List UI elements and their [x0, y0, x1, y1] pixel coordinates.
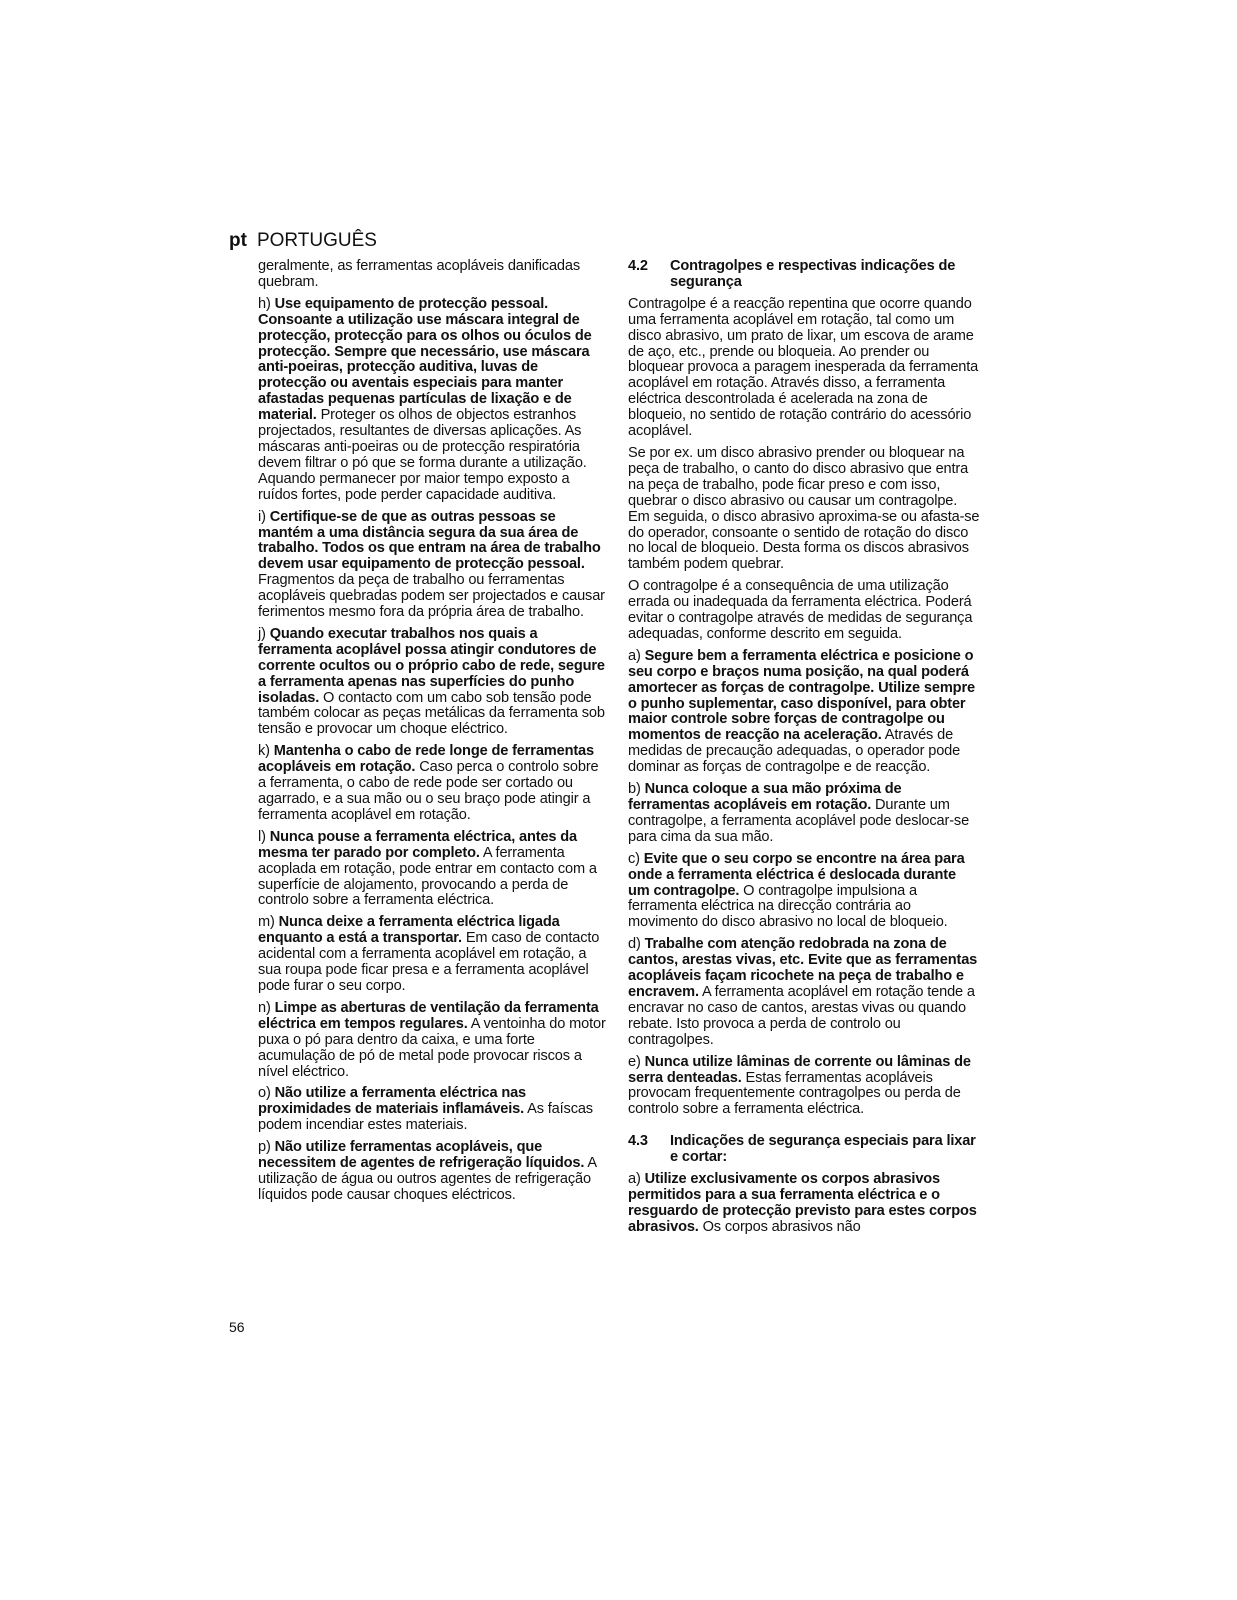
- item-d: d) Trabalhe com atenção redobrada na zona de cantos, arestas vivas, etc. Evite que as ferramentas acopláveis façam ricochete na peça de trabalho e encravem. A ferramenta acoplável em rotação tende a encravar no caso de cantos, arestas vivas ou quando rebate. Isto provoca a perda de controlo ou contragolpes.: [628, 936, 978, 1048]
- paragraph-kickback-definition: Contragolpe é a reacção repentina que ocorre quando uma ferramenta acoplável em rotação, tal como um disco abrasivo, um prato de lixar, um escova de arame de aço, etc., prende ou bloqueia. Ao prender ou bloquear provoca a paragem inesperada da ferramenta acoplável em rotação. Através disso, a ferramenta eléctrica descontrolada é acelerada na zona de bloqueio, no sentido de rotação contrário do acessório acoplável.: [628, 295, 979, 440]
- section-heading-4-3: 4.3 Indicações de segurança especiais para lixar e cortar:: [628, 1133, 976, 1166]
- item-m: m) Nunca deixe a ferramenta eléctrica ligada enquanto a está a transportar. Em caso de contacto acidental com a ferramenta acoplável em rotação, a sua roupa pode ficar presa e a ferramenta acoplável pode furar o seu corpo.: [258, 914, 600, 994]
- paragraph-kickback-example: Se por ex. um disco abrasivo prender ou bloquear na peça de trabalho, o canto do disco abrasivo que entra na peça de trabalho, pode ficar preso e com isso, quebrar o disco abrasivo ou causar um contragolpe. Em seguida, o disco abrasivo aproxima-se ou afasta-se do operador, consoante o sentido de rotação do disco no local de bloqueio. Desta forma os discos abrasivos também podem quebrar.: [628, 444, 980, 573]
- item-b: b) Nunca coloque a sua mão próxima de ferramentas acopláveis em rotação. Durante um contragolpe, a ferramenta acoplável pode deslocar-se para cima da sua mão.: [628, 781, 970, 845]
- left-column: [258, 259, 610, 1210]
- right-column: [628, 259, 980, 1242]
- item-k: k) Mantenha o cabo de rede longe de ferramentas acopláveis em rotação. Caso perca o controlo sobre a ferramenta, o cabo de rede pode ser cortado ou agarrado, e a sua mão ou o seu braço pode atingir a ferramenta acoplável em rotação.: [258, 743, 599, 823]
- page-number: 56: [229, 1319, 245, 1335]
- item-o: o) Não utilize a ferramenta eléctrica nas proximidades de materiais inflamáveis. As faíscas podem incendiar estes materiais.: [258, 1085, 593, 1134]
- paragraph-kickback-consequence: O contragolpe é a consequência de uma utilização errada ou inadequada da ferramenta eléctrica. Poderá evitar o contragolpe através de medidas de segurança adequadas, conforme descrito em seguida.: [628, 578, 973, 642]
- item-p: p) Não utilize ferramentas acopláveis, que necessitem de agentes de refrigeração líquidos. A utilização de água ou outros agentes de refrigeração líquidos pode causar choques eléctricos.: [258, 1139, 597, 1203]
- paragraph-continued: geralmente, as ferramentas acopláveis danificadas quebram.: [258, 258, 581, 290]
- item-j: j) Quando executar trabalhos nos quais a ferramenta acoplável possa atingir condutores de corrente ocultos ou o próprio cabo de rede, segure a ferramenta apenas nas superfícies do punho isoladas. O contacto com um cabo sob tensão pode também colocar as peças metálicas da ferramenta sob tensão e provocar um choque eléctrico.: [258, 625, 605, 738]
- item-e: e) Nunca utilize lâminas de corrente ou lâminas de serra denteadas. Estas ferramentas acopláveis provocam frequentemente contragolpes ou perda de controlo sobre a ferramenta eléctrica.: [628, 1053, 971, 1118]
- item-h: h) Use equipamento de protecção pessoal. Consoante a utilização use máscara integral de protecção, protecção para os olhos ou óculos de protecção. Sempre que necessário, use máscara anti-poeiras, protecção auditiva, luvas de protecção ou aventais especiais para manter afastadas pequenas partículas de lixação e de material. Proteger os olhos de objectos estranhos projectados, resultantes de diversas aplicações. As máscaras anti-poeiras ou de protecção respiratória devem filtrar o pó que se forma durante a utilização. Aquando permanecer por maior tempo exposto a ruídos fortes, pode perder capacidade auditiva.: [258, 295, 592, 503]
- item-a: a) Segure bem a ferramenta eléctrica e posicione o seu corpo e braços numa posição, na qual poderá amortecer as forças de contragolpe. Utilize sempre o punho suplementar, caso disponível, para obter maior controle sobre forças de contragolpe ou momentos de reacção na aceleração. Através de medidas de precaução adequadas, o operador pode dominar as forças de contragolpe e de reacção.: [628, 647, 975, 776]
- item-l: l) Nunca pouse a ferramenta eléctrica, antes da mesma ter parado por completo. A ferramenta acoplada em rotação, pode entrar em contacto com a superfície de alojamento, provocando a perda de controlo sobre a ferramenta eléctrica.: [258, 828, 597, 909]
- item-i: i) Certifique-se de que as outras pessoas se mantém a uma distância segura da sua área de trabalho. Todos os que entram na área de trabalho devem usar equipamento de protecção pessoal. Fragmentos da peça de trabalho ou ferramentas acopláveis quebradas podem ser projectados e causar ferimentos mesmo fora da própria área de trabalho.: [258, 508, 605, 621]
- section-heading-4-2: 4.2 Contragolpes e respectivas indicações de segurança: [628, 258, 956, 290]
- item-n: n) Limpe as aberturas de ventilação da ferramenta eléctrica em tempos regulares. A ventoinha do motor puxa o pó para dentro da caixa, e uma forte acumulação de pó de metal pode provocar riscos a nível eléctrico.: [258, 999, 606, 1080]
- language-code: pt: [229, 230, 247, 251]
- item-c: c) Evite que o seu corpo se encontre na área para onde a ferramenta eléctrica é deslocada durante um contragolpe. O contragolpe impulsiona a ferramenta eléctrica na direcção contrária ao movimento do disco abrasivo no local de bloqueio.: [628, 850, 965, 931]
- language-name: PORTUGUÊS: [256, 230, 377, 251]
- item-a-section-4-3: a) Utilize exclusivamente os corpos abrasivos permitidos para a sua ferramenta eléctrica e o resguardo de protecção previsto para estes corpos abrasivos. Os corpos abrasivos não: [628, 1171, 977, 1235]
- page-header: [229, 230, 377, 252]
